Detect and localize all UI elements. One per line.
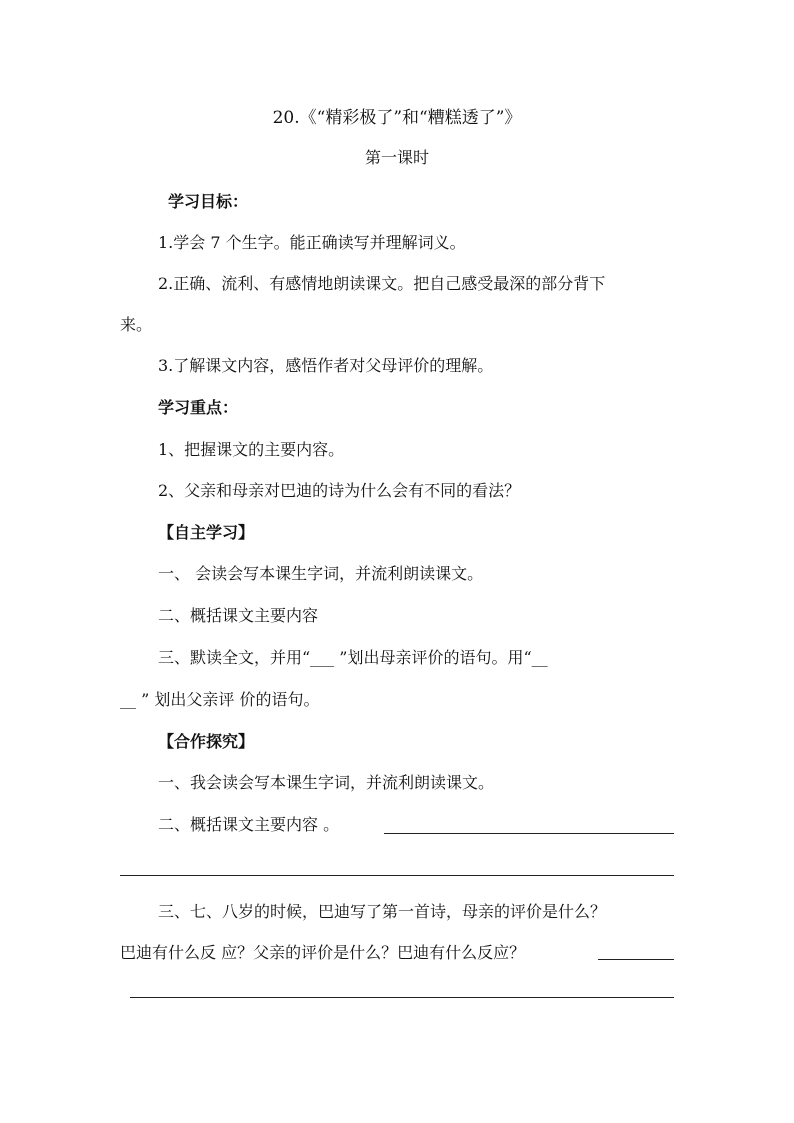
- key-points-heading: 学习重点：: [158, 398, 239, 417]
- objective-item: 2.正确、流利、有感情地朗读课文。把自己感受最深的部分背下: [158, 274, 606, 293]
- objective-item: 来。: [120, 315, 153, 334]
- page-title: 20.《“精彩极了”和“糟糕透了”》: [272, 108, 522, 128]
- key-point-item: 2、父亲和母亲对巴迪的诗为什么会有不同的看法？: [158, 481, 521, 500]
- self-study-item: __ ” 划出父亲评 价的语句。: [120, 690, 320, 709]
- objective-item: 3.了解课文内容，感悟作者对父母评价的理解。: [158, 356, 494, 375]
- page-subtitle: 第一课时: [364, 148, 429, 167]
- objectives-heading: 学习目标：: [168, 192, 249, 211]
- cooperation-item: 巴迪有什么反 应？父亲的评价是什么？巴迪有什么反应？: [120, 943, 526, 962]
- cooperation-item: 一、我会读会写本课生字词，并流利朗读课文。: [158, 773, 495, 792]
- answer-line: [384, 833, 674, 834]
- answer-line: [598, 959, 674, 960]
- self-study-item: 三、默读全文，并用“___ ”划出母亲评价的语句。用“__: [158, 648, 548, 667]
- objective-item: 1.学会 7 个生字。能正确读写并理解词义。: [158, 233, 466, 252]
- answer-line: [120, 875, 674, 876]
- cooperation-item: 三、七、八岁的时候，巴迪写了第一首诗，母亲的评价是什么？: [158, 902, 607, 921]
- self-study-item: 一、 会读会写本课生字词，并流利朗读课文。: [158, 564, 484, 583]
- self-study-heading: 【自主学习】: [158, 523, 255, 542]
- cooperation-item: 二、概括课文主要内容 。: [158, 815, 340, 834]
- self-study-item: 二、概括课文主要内容: [158, 606, 319, 625]
- cooperation-heading: 【合作探究】: [158, 732, 255, 751]
- key-point-item: 1、把握课文的主要内容。: [158, 440, 345, 459]
- answer-line: [130, 997, 674, 998]
